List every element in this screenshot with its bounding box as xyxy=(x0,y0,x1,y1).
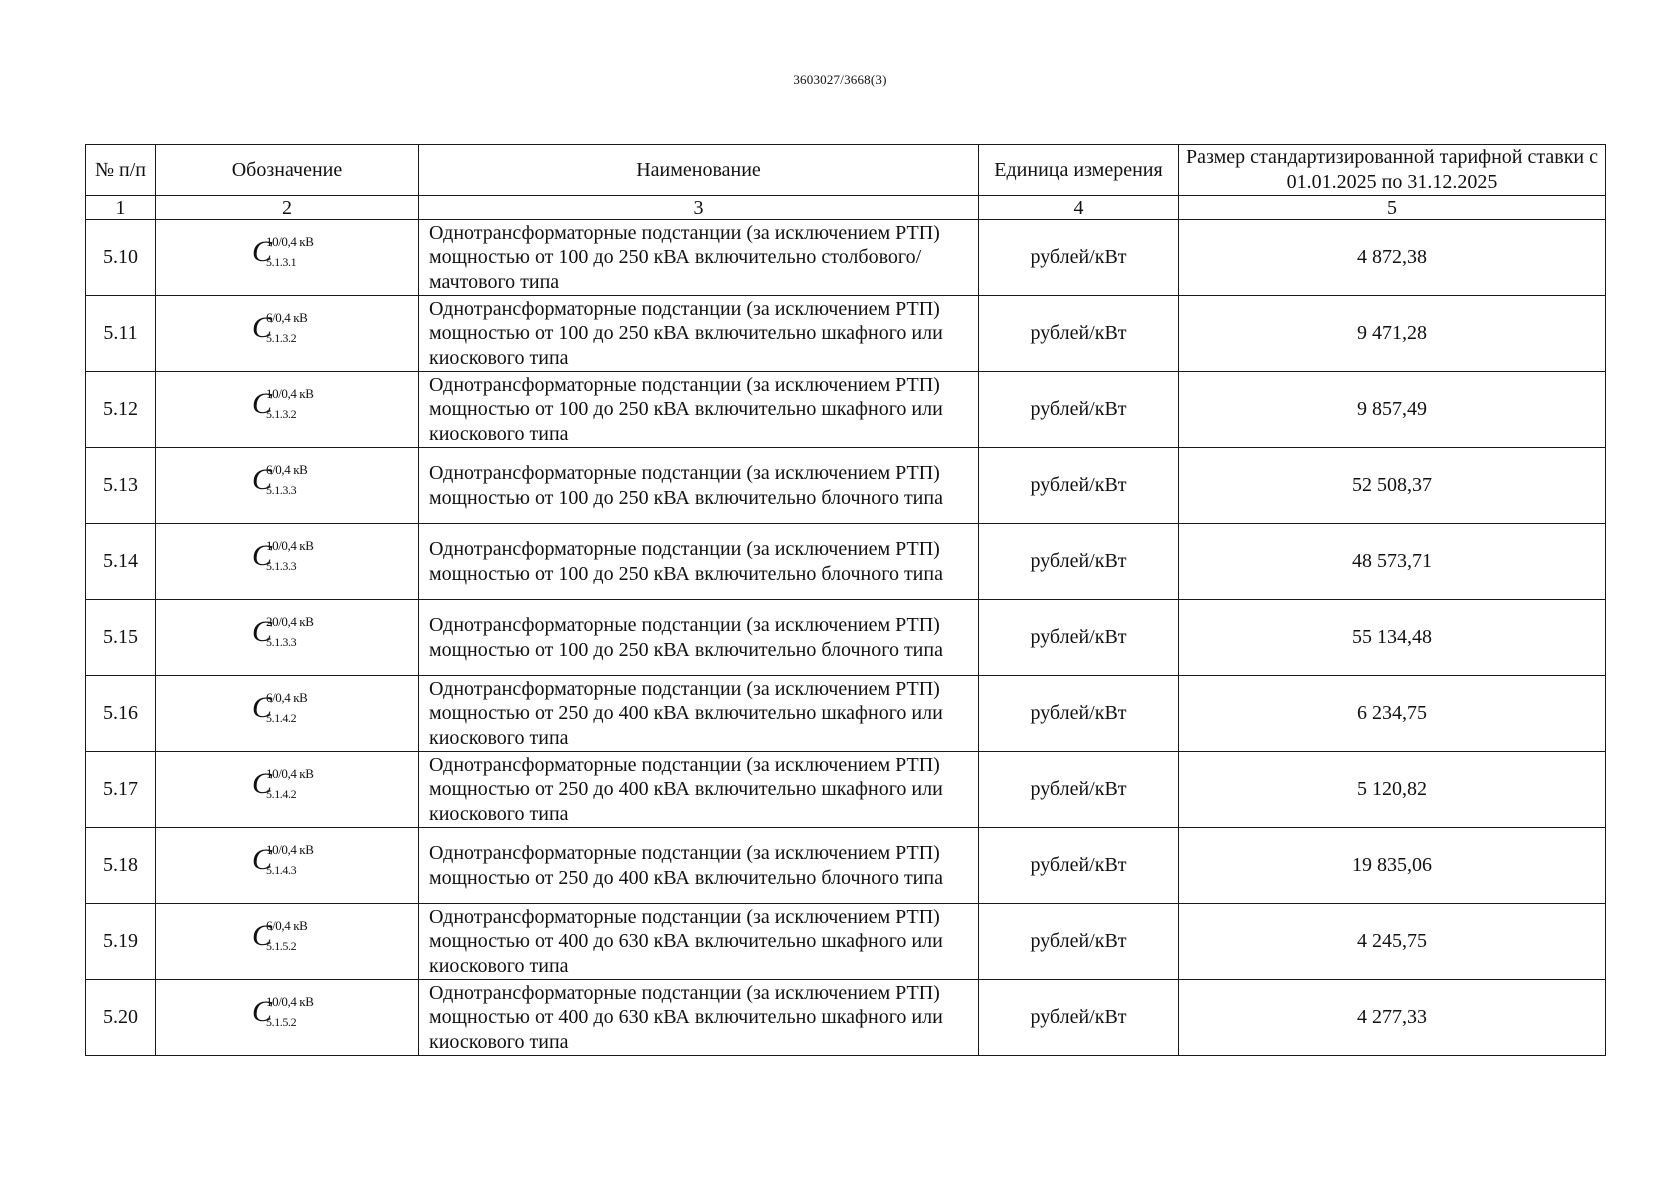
row-unit: рублей/кВт xyxy=(979,372,1179,448)
row-designation xyxy=(156,448,419,524)
designation-index: 5.1.4.3 xyxy=(266,862,297,877)
designation-voltage: 6/0,4 кВ xyxy=(266,917,308,933)
column-number-row xyxy=(86,196,1606,220)
designation-letter: C xyxy=(252,766,273,800)
row-name: Однотрансформаторные подстанции (за исключением РТП) мощностью от 100 до 250 кВА включительно шкафного или киоскового типа xyxy=(419,296,979,372)
row-rate: 4 872,38 xyxy=(1179,220,1606,296)
designation-index: 5.1.5.2 xyxy=(266,938,297,953)
designation-letter: C xyxy=(252,538,273,572)
designation-letter: C xyxy=(252,842,273,876)
designation-letter: C xyxy=(252,386,273,420)
designation-index: 5.1.3.3 xyxy=(266,634,297,649)
column-number: 5 xyxy=(1179,196,1606,220)
row-unit: рублей/кВт xyxy=(979,448,1179,524)
designation-voltage: 10/0,4 кВ xyxy=(266,993,314,1009)
row-designation xyxy=(156,372,419,448)
row-rate: 19 835,06 xyxy=(1179,828,1606,904)
document-number: 3603027/3668(3) xyxy=(793,72,887,87)
row-designation xyxy=(156,752,419,828)
row-name: Однотрансформаторные подстанции (за исключением РТП) мощностью от 250 до 400 кВА включительно шкафного или киоскового типа xyxy=(419,752,979,828)
designation-formula xyxy=(252,765,330,809)
tariff-table xyxy=(85,144,1606,1056)
designation-voltage: 10/0,4 кВ xyxy=(266,765,314,781)
header-num: № п/п xyxy=(86,145,156,196)
row-name: Однотрансформаторные подстанции (за исключением РТП) мощностью от 400 до 630 кВА включительно шкафного или киоскового типа xyxy=(419,980,979,1056)
row-unit: рублей/кВт xyxy=(979,296,1179,372)
row-rate: 4 245,75 xyxy=(1179,904,1606,980)
header-code: Обозначение xyxy=(156,145,419,196)
row-rate: 9 471,28 xyxy=(1179,296,1606,372)
designation-voltage: 6/0,4 кВ xyxy=(266,461,308,477)
table-row xyxy=(86,372,1606,448)
table-header-row xyxy=(86,145,1606,196)
row-unit: рублей/кВт xyxy=(979,980,1179,1056)
designation-formula xyxy=(252,689,330,733)
row-number: 5.10 xyxy=(86,220,156,296)
designation-index: 5.1.3.3 xyxy=(266,482,297,497)
designation-voltage: 10/0,4 кВ xyxy=(266,841,314,857)
designation-formula xyxy=(252,309,330,353)
designation-formula xyxy=(252,917,330,961)
table-row xyxy=(86,600,1606,676)
designation-formula xyxy=(252,613,330,657)
table-row xyxy=(86,220,1606,296)
designation-formula xyxy=(252,461,330,505)
designation-index: 5.1.3.2 xyxy=(266,330,297,345)
header-rate: Размер стандартизированной тарифной ставки с 01.01.2025 по 31.12.2025 xyxy=(1179,145,1606,196)
row-name: Однотрансформаторные подстанции (за исключением РТП) мощностью от 100 до 250 кВА включительно блочного типа xyxy=(419,448,979,524)
row-rate: 9 857,49 xyxy=(1179,372,1606,448)
row-designation xyxy=(156,904,419,980)
designation-formula xyxy=(252,993,330,1037)
designation-voltage: 10/0,4 кВ xyxy=(266,233,314,249)
table-row xyxy=(86,676,1606,752)
designation-letter: C xyxy=(252,462,273,496)
row-rate: 6 234,75 xyxy=(1179,676,1606,752)
row-designation xyxy=(156,220,419,296)
designation-index: 5.1.4.2 xyxy=(266,710,297,725)
row-unit: рублей/кВт xyxy=(979,220,1179,296)
column-number: 1 xyxy=(86,196,156,220)
designation-index: 5.1.4.2 xyxy=(266,786,297,801)
row-unit: рублей/кВт xyxy=(979,600,1179,676)
row-number: 5.14 xyxy=(86,524,156,600)
row-number: 5.12 xyxy=(86,372,156,448)
designation-voltage: 10/0,4 кВ xyxy=(266,385,314,401)
designation-voltage: 6/0,4 кВ xyxy=(266,689,308,705)
column-number: 4 xyxy=(979,196,1179,220)
table-row xyxy=(86,524,1606,600)
row-designation xyxy=(156,524,419,600)
designation-formula xyxy=(252,841,330,885)
row-number: 5.11 xyxy=(86,296,156,372)
designation-letter: C xyxy=(252,994,273,1028)
row-rate: 52 508,37 xyxy=(1179,448,1606,524)
row-rate: 55 134,48 xyxy=(1179,600,1606,676)
table-row xyxy=(86,448,1606,524)
row-name: Однотрансформаторные подстанции (за исключением РТП) мощностью от 100 до 250 кВА включительно блочного типа xyxy=(419,524,979,600)
row-rate: 5 120,82 xyxy=(1179,752,1606,828)
header-unit: Единица измерения xyxy=(979,145,1179,196)
row-rate: 48 573,71 xyxy=(1179,524,1606,600)
row-designation xyxy=(156,980,419,1056)
header-name: Наименование xyxy=(419,145,979,196)
column-number: 2 xyxy=(156,196,419,220)
table-row xyxy=(86,980,1606,1056)
row-rate: 4 277,33 xyxy=(1179,980,1606,1056)
row-name: Однотрансформаторные подстанции (за исключением РТП) мощностью от 250 до 400 кВА включительно шкафного или киоскового типа xyxy=(419,676,979,752)
row-unit: рублей/кВт xyxy=(979,524,1179,600)
row-number: 5.17 xyxy=(86,752,156,828)
table-row xyxy=(86,904,1606,980)
row-unit: рублей/кВт xyxy=(979,904,1179,980)
column-number: 3 xyxy=(419,196,979,220)
row-number: 5.13 xyxy=(86,448,156,524)
row-designation xyxy=(156,600,419,676)
designation-letter: C xyxy=(252,614,273,648)
row-name: Однотрансформаторные подстанции (за исключением РТП) мощностью от 250 до 400 кВА включительно блочного типа xyxy=(419,828,979,904)
row-number: 5.18 xyxy=(86,828,156,904)
row-designation xyxy=(156,676,419,752)
row-name: Однотрансформаторные подстанции (за исключением РТП) мощностью от 100 до 250 кВА включительно блочного типа xyxy=(419,600,979,676)
designation-voltage: 10/0,4 кВ xyxy=(266,537,314,553)
designation-formula xyxy=(252,385,330,429)
row-number: 5.16 xyxy=(86,676,156,752)
row-number: 5.19 xyxy=(86,904,156,980)
row-number: 5.20 xyxy=(86,980,156,1056)
row-unit: рублей/кВт xyxy=(979,828,1179,904)
designation-letter: C xyxy=(252,310,273,344)
row-number: 5.15 xyxy=(86,600,156,676)
designation-index: 5.1.3.2 xyxy=(266,406,297,421)
designation-index: 5.1.3.1 xyxy=(266,254,297,269)
table-row xyxy=(86,752,1606,828)
designation-letter: C xyxy=(252,234,273,268)
table-row xyxy=(86,828,1606,904)
row-unit: рублей/кВт xyxy=(979,752,1179,828)
designation-letter: C xyxy=(252,918,273,952)
designation-letter: C xyxy=(252,690,273,724)
designation-voltage: 6/0,4 кВ xyxy=(266,309,308,325)
designation-index: 5.1.5.2 xyxy=(266,1014,297,1029)
row-designation xyxy=(156,296,419,372)
table-body xyxy=(86,220,1606,1056)
designation-formula xyxy=(252,233,330,277)
row-name: Однотрансформаторные подстанции (за исключением РТП) мощностью от 100 до 250 кВА включительно шкафного или киоскового типа xyxy=(419,372,979,448)
designation-voltage: 20/0,4 кВ xyxy=(266,613,314,629)
designation-formula xyxy=(252,537,330,581)
row-name: Однотрансформаторные подстанции (за исключением РТП) мощностью от 100 до 250 кВА включительно столбового/мачтового типа xyxy=(419,220,979,296)
row-designation xyxy=(156,828,419,904)
table-row xyxy=(86,296,1606,372)
designation-index: 5.1.3.3 xyxy=(266,558,297,573)
row-name: Однотрансформаторные подстанции (за исключением РТП) мощностью от 400 до 630 кВА включительно шкафного или киоскового типа xyxy=(419,904,979,980)
row-unit: рублей/кВт xyxy=(979,676,1179,752)
